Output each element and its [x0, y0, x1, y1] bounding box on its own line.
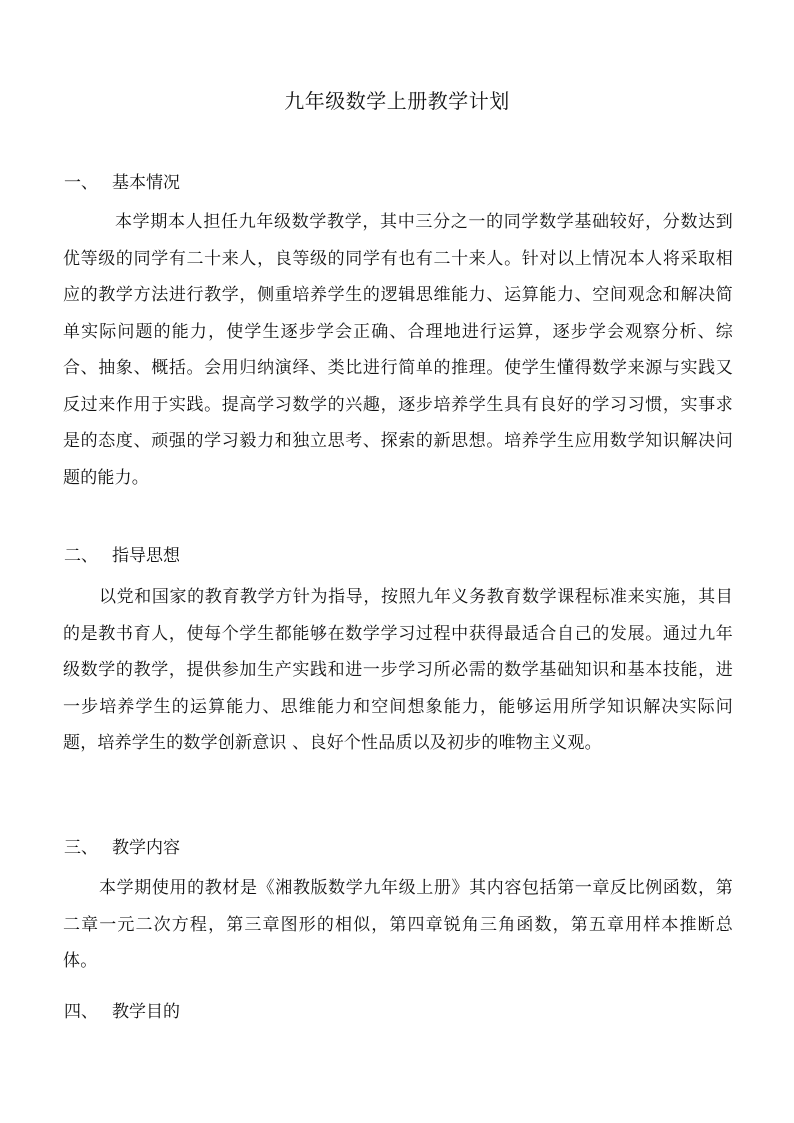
section-number: 一、: [64, 173, 98, 193]
section-title: 指导思想: [112, 546, 180, 566]
section-body-basic-situation: 本学期本人担任九年级数学教学，其中三分之一的同学数学基础较好，分数达到优等级的同学有二十来人，良等级的同学有也有二十来人。针对以上情况本人将采取相应的教学方法进行教学，侧重培养学生的逻辑思维能力、运算能力、空间观念和解决简单实际问题的能力，使学生逐步学会正确、合理地进行运算，逐步学会观察分析、综合、抽象、概括。会用归纳演绎、类比进行简单的推理。使学生懂得数学来源与实践又反过来作用于实践。提高学习数学的兴趣，逐步培养学生具有良好的学习习惯，实事求是的态度、顽强的学习毅力和独立思考、探索的新思想。培养学生应用数学知识解决问题的能力。: [63, 212, 733, 488]
section-body-teaching-content: 本学期使用的教材是《湘教版数学九年级上册》其内容包括第一章反比例函数，第二章一元二次方程，第三章图形的相似，第四章锐角三角函数，第五章用样本推断总体。: [63, 878, 733, 971]
document-title: 九年级数学上册教学计划: [284, 89, 510, 113]
section-title: 教学目的: [112, 1002, 180, 1022]
section-number: 四、: [64, 1002, 98, 1022]
section-heading-teaching-content: [64, 837, 180, 859]
section-heading-basic-situation: [64, 172, 180, 194]
section-body-guiding-ideology: 以党和国家的教育教学方针为指导，按照九年义务教育数学课程标准来实施，其目的是教书育人，使每个学生都能够在数学学习过程中获得最适合自己的发展。通过九年级数学的教学，提供参加生产实践和进一步学习所必需的数学基础知识和基本技能，进一步培养学生的运算能力、思维能力和空间想象能力，能够运用所学知识解决实际问题，培养学生的数学创新意识 、良好个性品质以及初步的唯物主义观。: [63, 587, 733, 753]
section-number: 二、: [64, 546, 98, 566]
section-heading-teaching-purpose: [64, 1001, 180, 1023]
section-heading-guiding-ideology: [64, 545, 180, 567]
section-number: 三、: [64, 838, 98, 858]
section-title: 教学内容: [112, 838, 180, 858]
section-title: 基本情况: [112, 173, 180, 193]
